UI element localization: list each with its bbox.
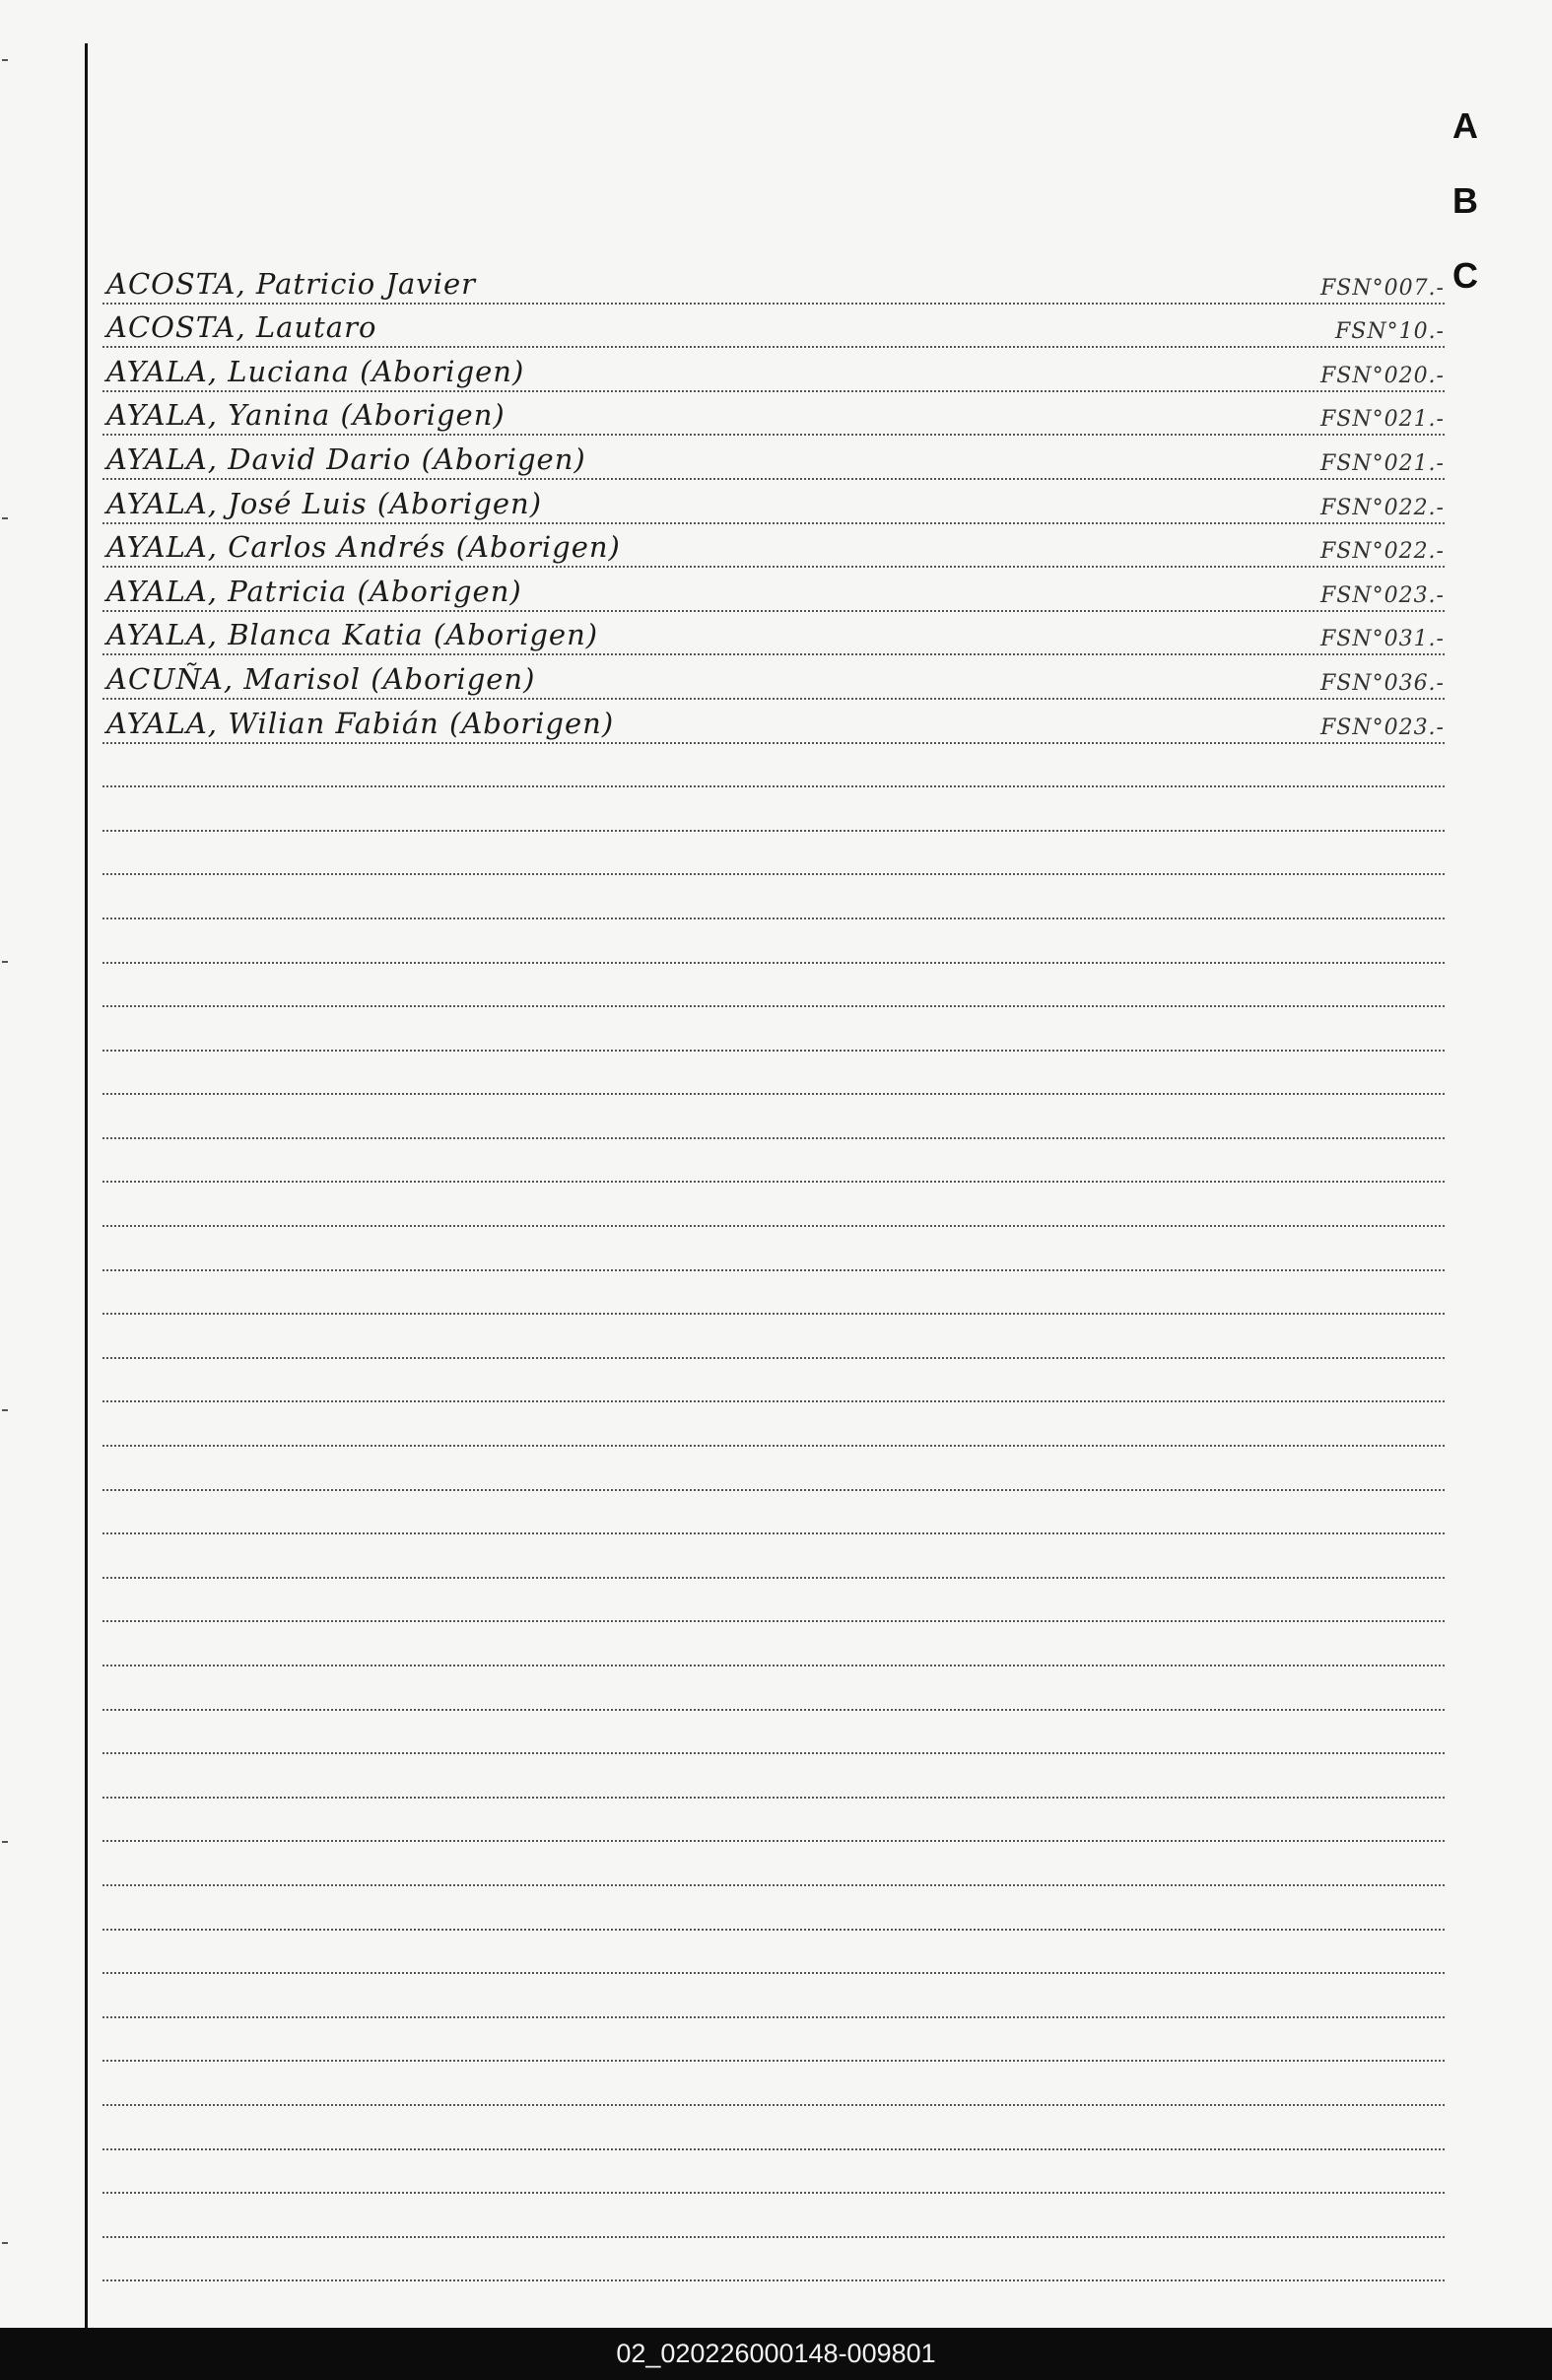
- index-letter-c: C: [1452, 255, 1478, 296]
- empty-ruled-line: [102, 964, 1445, 1008]
- empty-ruled-line: [102, 1095, 1445, 1139]
- scan-edge-mark: [2, 1409, 8, 1411]
- entry-name: AYALA, Luciana (Aborigen): [106, 354, 525, 388]
- empty-ruled-line: [102, 1666, 1445, 1711]
- scan-edge-mark: [2, 961, 8, 963]
- empty-ruled-line: [102, 1931, 1445, 1975]
- entry-reference: FSN°021.-: [1319, 407, 1445, 433]
- index-letter-b: B: [1452, 180, 1478, 221]
- entry-reference: FSN°020.-: [1319, 363, 1445, 388]
- entry-name: ACUÑA, Marisol (Aborigen): [106, 661, 536, 696]
- entry-name: AYALA, José Luis (Aborigen): [106, 486, 543, 520]
- ledger-entry-row: [102, 568, 1445, 612]
- index-letter-a: A: [1452, 105, 1478, 146]
- empty-ruled-line: [102, 1315, 1445, 1359]
- entry-name: AYALA, Yanina (Aborigen): [106, 398, 506, 433]
- empty-ruled-line: [102, 1534, 1445, 1579]
- empty-ruled-line: [102, 787, 1445, 832]
- entry-reference: FSN°007.-: [1319, 275, 1445, 301]
- empty-ruled-line: [102, 2018, 1445, 2063]
- entry-reference: FSN°023.-: [1319, 714, 1445, 740]
- entry-reference: FSN°036.-: [1319, 670, 1445, 696]
- ledger-entry-row: [102, 655, 1445, 700]
- empty-ruled-line: [102, 875, 1445, 919]
- empty-ruled-line: [102, 832, 1445, 876]
- ledger-entry-row: [102, 524, 1445, 569]
- entry-reference: FSN°021.-: [1319, 450, 1445, 476]
- empty-ruled-line: [102, 1842, 1445, 1886]
- empty-ruled-line: [102, 1491, 1445, 1535]
- scan-footer-code: 02_020226000148-009801: [0, 2328, 1552, 2380]
- empty-ruled-line: [102, 1579, 1445, 1623]
- empty-ruled-line: [102, 1052, 1445, 1096]
- ledger-entry-row: [102, 260, 1445, 305]
- empty-ruled-line: [102, 919, 1445, 964]
- empty-ruled-line: [102, 1974, 1445, 2018]
- ledger-entry-row: [102, 305, 1445, 349]
- entry-reference: FSN°031.-: [1319, 627, 1445, 652]
- empty-ruled-line: [102, 2150, 1445, 2195]
- empty-ruled-line: [102, 1799, 1445, 1843]
- entry-name: AYALA, Wilian Fabián (Aborigen): [106, 706, 615, 740]
- empty-ruled-line: [102, 1754, 1445, 1799]
- scan-edge-mark: [2, 1841, 8, 1843]
- ledger-entry-row: [102, 700, 1445, 744]
- empty-ruled-line: [102, 1271, 1445, 1316]
- ledger-entry-row: [102, 612, 1445, 656]
- margin-line: [85, 43, 88, 2328]
- scan-edge-mark: [2, 59, 8, 61]
- empty-ruled-line: [102, 2062, 1445, 2106]
- entry-name: ACOSTA, Patricio Javier: [106, 266, 476, 301]
- entry-reference: FSN°022.-: [1319, 495, 1445, 520]
- scan-edge-mark: [2, 2242, 8, 2244]
- empty-ruled-line: [102, 1622, 1445, 1666]
- empty-ruled-line: [102, 1227, 1445, 1271]
- empty-ruled-line: [102, 744, 1445, 788]
- empty-ruled-line: [102, 1183, 1445, 1227]
- entry-name: ACOSTA, Lautaro: [106, 310, 377, 345]
- empty-ruled-line: [102, 1711, 1445, 1755]
- entry-name: AYALA, Carlos Andrés (Aborigen): [106, 530, 621, 565]
- ledger-entry-row: [102, 436, 1445, 480]
- entry-name: AYALA, Patricia (Aborigen): [106, 574, 522, 608]
- empty-ruled-line: [102, 2106, 1445, 2150]
- empty-ruled-line: [102, 1139, 1445, 1184]
- empty-ruled-line: [102, 1007, 1445, 1052]
- index-letters: [1441, 99, 1490, 323]
- entry-reference: FSN°10.-: [1334, 319, 1445, 345]
- entry-reference: FSN°022.-: [1319, 539, 1445, 565]
- ledger-entry-row: [102, 392, 1445, 437]
- empty-ruled-line: [102, 2238, 1445, 2282]
- empty-ruled-line: [102, 2194, 1445, 2238]
- ledger-entry-row: [102, 480, 1445, 524]
- ruled-lines: [102, 260, 1445, 2290]
- ledger-entry-row: [102, 348, 1445, 392]
- empty-ruled-line: [102, 1402, 1445, 1447]
- entry-reference: FSN°023.-: [1319, 582, 1445, 608]
- empty-ruled-line: [102, 1359, 1445, 1403]
- empty-ruled-line: [102, 1886, 1445, 1931]
- entry-name: AYALA, David Dario (Aborigen): [106, 442, 586, 476]
- scan-edge-mark: [2, 517, 8, 519]
- empty-ruled-line: [102, 1447, 1445, 1491]
- entry-name: AYALA, Blanca Katia (Aborigen): [106, 618, 599, 652]
